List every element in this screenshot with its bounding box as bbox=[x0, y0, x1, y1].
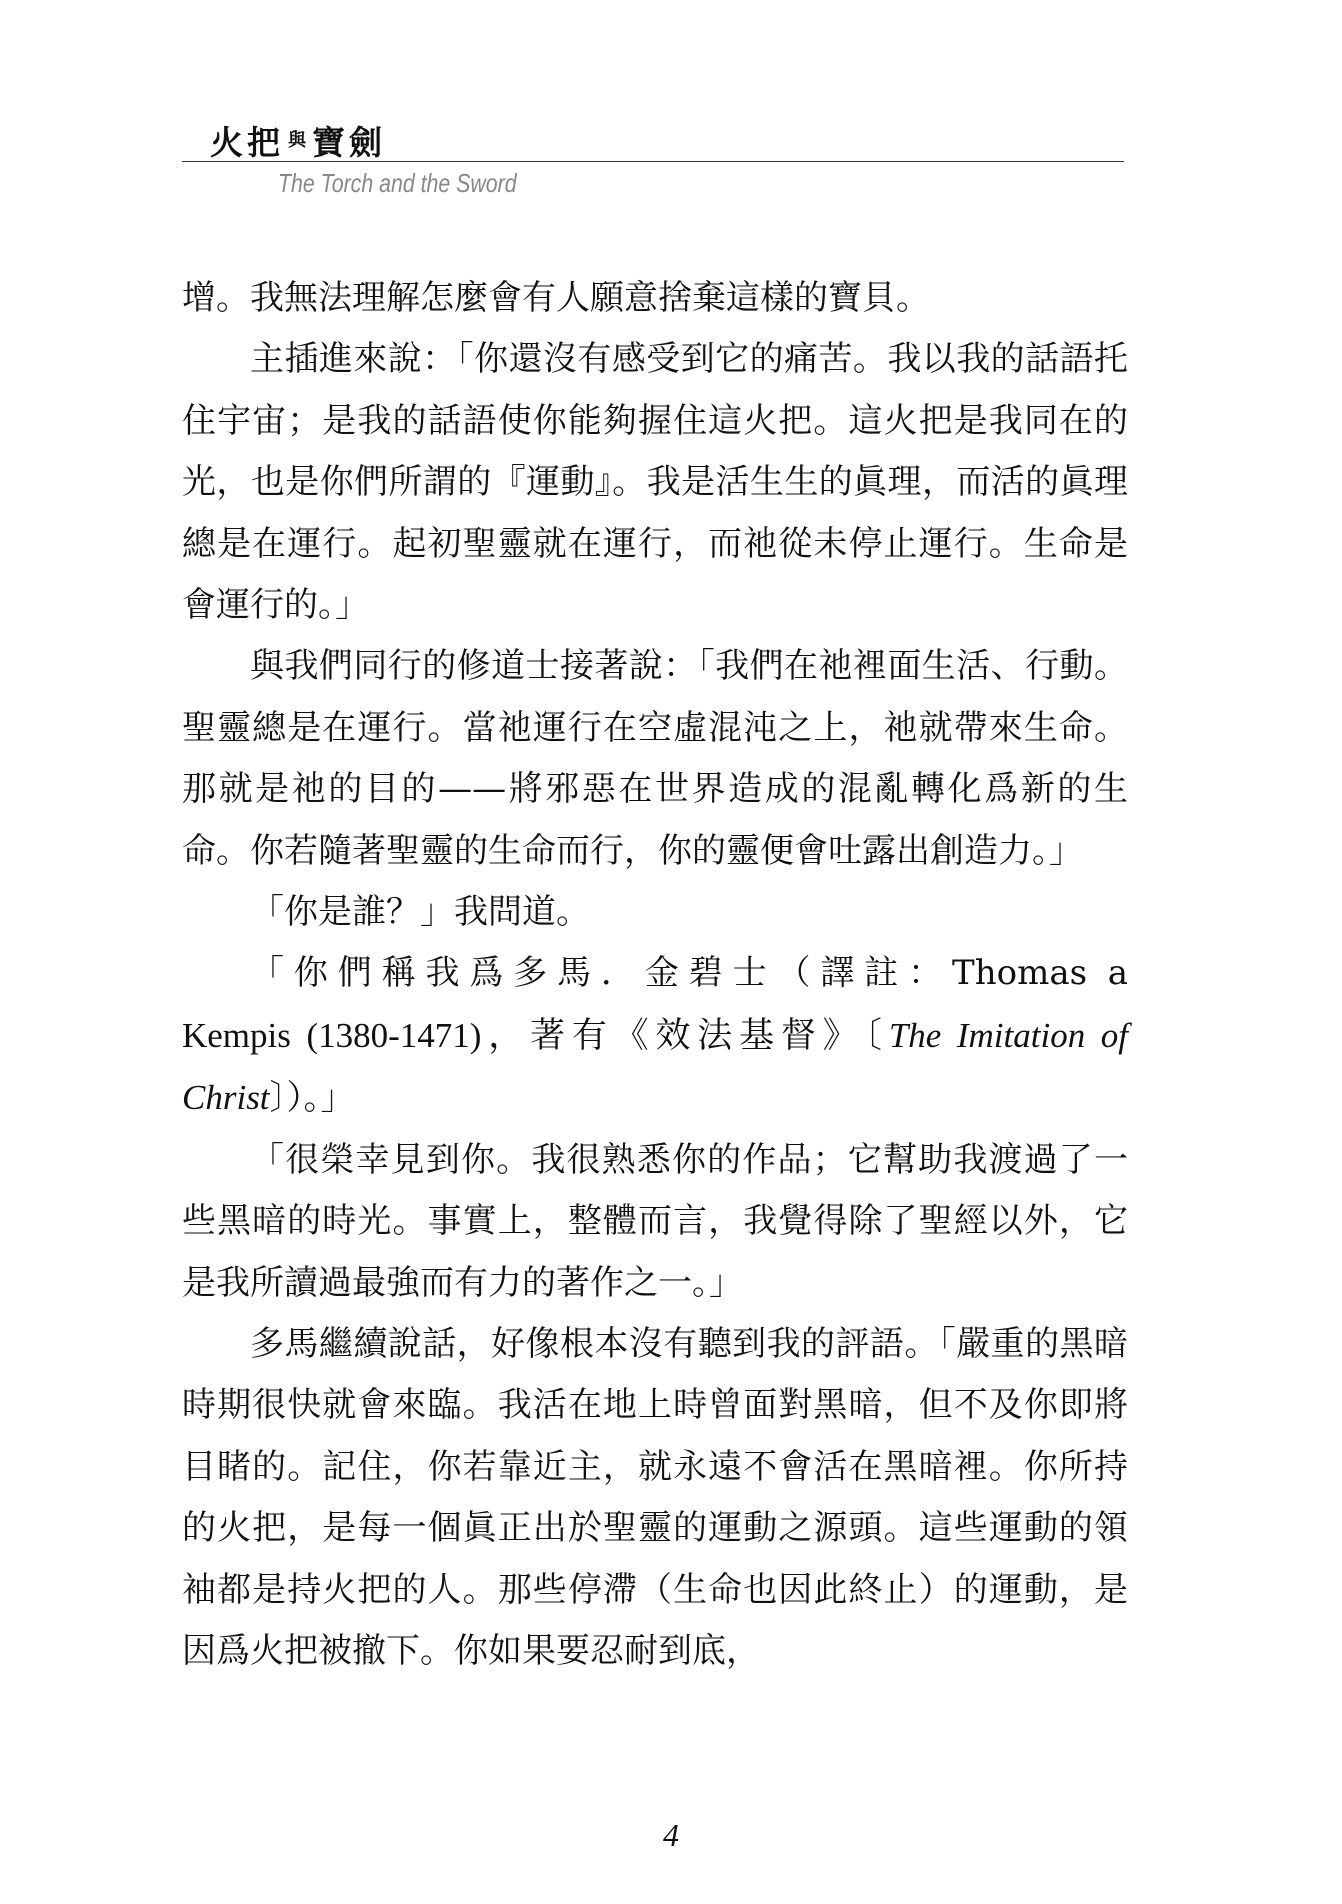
paragraph-7: 多馬繼續說話，好像根本沒有聽到我的評語。「嚴重的黑暗時期很快就會來臨。我活在地上時曾面對黑暗，但不及你即將目睹的。記住，你若靠近主，就永遠不會活在黑暗裡。你所持的火把，是每一個眞正出於聖靈的運動之源頭。這些運動的領袖都是持火把的人。那些停滯（生命也因此終止）的運動，是因爲火把被撤下。你如果要忍耐到底， bbox=[182, 1323, 1128, 1671]
imitation-title-1: The Imitation of bbox=[888, 1015, 1128, 1055]
imitation-title-2: Christ bbox=[182, 1078, 270, 1118]
paragraph-4: 「你是誰？」我問道。 bbox=[250, 892, 590, 933]
body-text bbox=[182, 268, 1128, 1682]
book-subtitle: The Torch and the Sword bbox=[278, 168, 517, 198]
paragraph-1: 增。我無法理解怎麼會有人願意捨棄這樣的寶貝。 bbox=[182, 278, 930, 318]
running-header bbox=[210, 120, 1120, 164]
quote-part-2: 〕）。」 bbox=[269, 1078, 355, 1119]
page-number: 4 bbox=[663, 1817, 679, 1853]
paragraph-6: 「很榮幸見到你。我很熟悉你的作品；它幫助我渡過了一些黑暗的時光。事實上，整體而言，我覺得除了聖經以外，它是我所讀過最強而有力的著作之一。」 bbox=[182, 1139, 1128, 1303]
book-title-part2: 寶劍 bbox=[312, 123, 386, 162]
paragraph-2: 主插進來說：「你還沒有感受到它的痛苦。我以我的話語托住宇宙；是我的話語使你能夠握住這火把。這火把是我同在的光，也是你們所謂的『運動』。我是活生生的眞理，而活的眞理總是在運行。起初聖靈就在運行，而祂從未停止運行。生命是會運行的。」 bbox=[182, 339, 1128, 626]
paragraph-5-line-1 bbox=[182, 943, 1128, 1004]
paragraph-5-continued bbox=[182, 1005, 1128, 1130]
paragraph-3: 與我們同行的修道士接著說：「我們在祂裡面生活、行動。 聖靈總是在運行。當祂運行在空虛混沌之上，祂就帶來生命。那就是祂的目的——將邪惡在世界造成的混亂轉化爲新的生命。你若隨著聖靈的生命而行，你的靈便會吐露出創造力。」 bbox=[182, 646, 1128, 871]
header-divider bbox=[182, 161, 1124, 162]
book-title-connector: 與 bbox=[288, 130, 306, 151]
book-title bbox=[210, 120, 1120, 164]
book-title-part1: 火把 bbox=[210, 123, 284, 162]
quote-part-1: Kempis (1380-1471)，著有《效法基督》〔 bbox=[182, 1015, 889, 1055]
quote-line-1: 「你們稱我爲多馬．金碧士（譯註：Thomas a bbox=[250, 953, 1128, 994]
